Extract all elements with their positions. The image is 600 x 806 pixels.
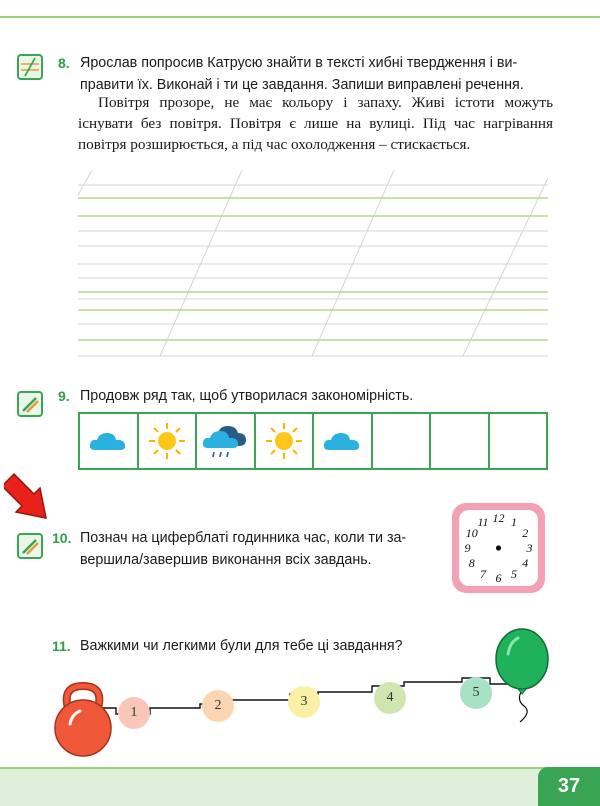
clock-number: 1 (511, 515, 517, 529)
task-11-instruction: Важкими чи легкими були для тебе ці завдання? (80, 638, 403, 654)
task-9-instruction: Продовж ряд так, щоб утворилася закономірність. (80, 388, 414, 404)
task-10-instruction-line-1: Познач на циферблаті годинника час, коли ти за- (80, 530, 407, 546)
difficulty-option-3[interactable]: 3 (288, 686, 320, 718)
cloud-icon (89, 430, 127, 452)
rain-cloud-icon (202, 422, 248, 460)
empty-answer-cell[interactable] (373, 414, 432, 468)
pencil-task-icon (17, 391, 43, 417)
clock-number: 5 (511, 567, 517, 581)
clock-number: 3 (526, 541, 533, 555)
sequence-cell (139, 414, 198, 468)
clock-number: 6 (495, 571, 502, 585)
task-8-text: Повітря прозоре, не має кольору і запаху. Живі істоти можуть існувати без повітря. Повітря є лише на вулиці. Під час нагрівання повітря розширюється, а під час охолодження – стискається. (78, 94, 553, 153)
sequence-cell (80, 414, 139, 468)
clock-number: 10 (465, 526, 478, 540)
page-footer (0, 767, 600, 806)
difficulty-option-5[interactable]: 5 (460, 677, 492, 709)
red-arrow-icon (4, 470, 64, 532)
pattern-sequence (78, 412, 548, 470)
clock-number: 7 (480, 567, 486, 581)
difficulty-option-4[interactable]: 4 (374, 682, 406, 714)
sequence-cell (314, 414, 373, 468)
clock-number: 12 (492, 511, 505, 525)
balloon-icon (490, 626, 554, 698)
write-task-icon (17, 54, 43, 80)
sequence-cell (256, 414, 315, 468)
top-border-line (0, 16, 600, 18)
task-11-number: 11. (52, 638, 71, 654)
task-8-instruction-line-2: правити їх. Виконай і ти це завдання. Запиши виправлені речення. (80, 77, 524, 93)
clock-face[interactable] (452, 503, 545, 593)
difficulty-option-1[interactable]: 1 (118, 697, 150, 729)
writing-lines[interactable] (0, 160, 600, 360)
clock-number: 9 (464, 541, 471, 555)
clock-number: 11 (477, 515, 489, 529)
pencil-task-icon (17, 533, 43, 559)
clock-number: 8 (468, 556, 475, 570)
footer-border-line (0, 767, 600, 769)
sequence-cell (197, 414, 256, 468)
sun-icon (264, 421, 304, 461)
cloud-icon (323, 430, 361, 452)
difficulty-option-2[interactable]: 2 (202, 690, 234, 722)
page-number: 37 (538, 767, 600, 806)
task-10-instruction-line-2: вершила/завершив виконання всіх завдань. (80, 552, 372, 568)
clock-dial (459, 510, 538, 586)
task-10-instruction (80, 527, 440, 571)
kettlebell-icon (50, 680, 116, 760)
clock-number: 4 (522, 556, 529, 570)
empty-answer-cell[interactable] (490, 414, 547, 468)
clock-number: 2 (522, 526, 529, 540)
task-8-instruction (80, 52, 560, 96)
task-10-number: 10. (52, 530, 72, 546)
task-8-number: 8. (58, 55, 70, 71)
task-9-number: 9. (58, 388, 70, 404)
empty-answer-cell[interactable] (431, 414, 490, 468)
task-8-instruction-line-1: Ярослав попросив Катрусю знайти в тексті хибні твердження і ви- (80, 55, 518, 71)
sun-icon (147, 421, 187, 461)
